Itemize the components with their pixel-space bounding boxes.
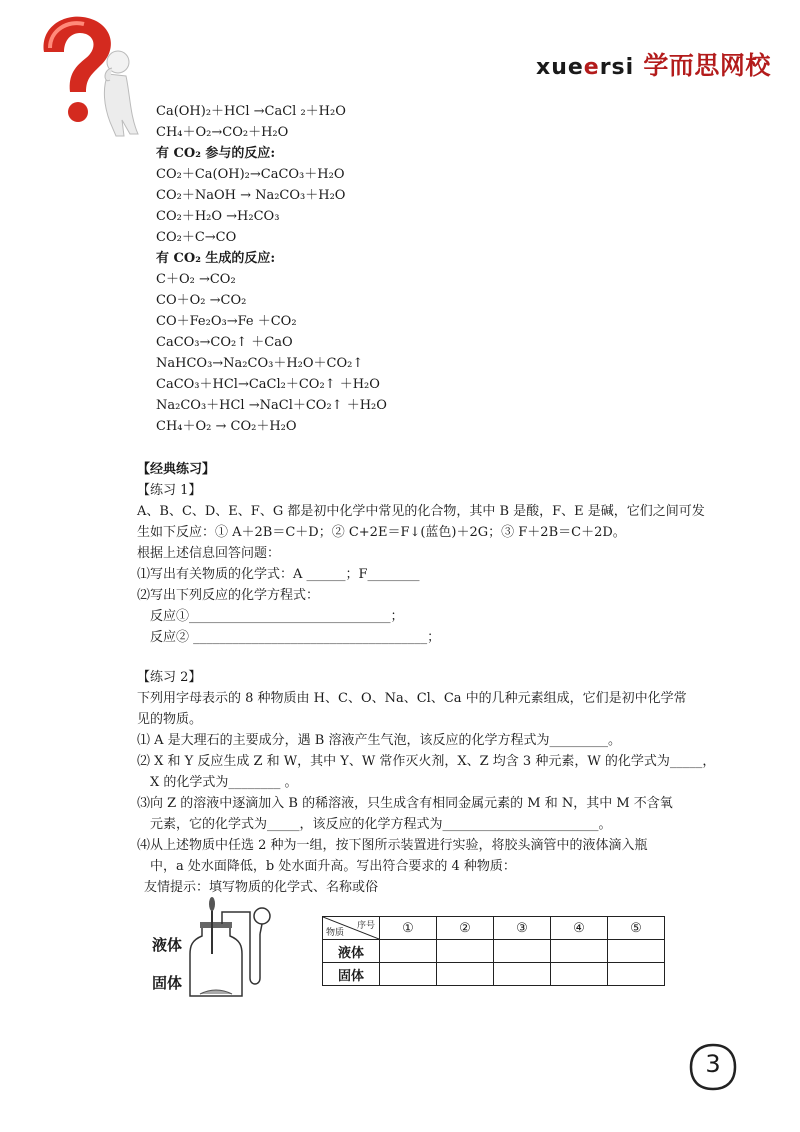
logo-latin-e: e [583, 55, 600, 80]
exercise-1-text: 生如下反应：① A＋2B＝C＋D；② C+2E＝F↓(蓝色)＋2G；③ F＋2B＝C＋2D。 [137, 525, 626, 540]
equation-line: CO₂＋NaOH → Na₂CO₃＋H₂O [156, 188, 346, 203]
exercise-2-question: 中，a 处水面降低，b 处水面升高。写出符合要求的 4 种物质： [150, 859, 516, 874]
equation-line: CO₂＋H₂O →H₂CO₃ [156, 209, 280, 224]
exercise-2-question: 元素，它的化学式为_____，该反应的化学方程式为________________________。 [150, 817, 612, 832]
table-row-label: 固体 [323, 963, 380, 986]
equation-line: Na₂CO₃＋HCl →NaCl＋CO₂↑ ＋H₂O [156, 398, 387, 413]
table-cell [380, 963, 437, 986]
label-solid: 固体 [152, 974, 183, 992]
table-cell [551, 940, 608, 963]
table-cell [437, 963, 494, 986]
exercise-2-question: X 的化学式为________ 。 [150, 775, 298, 790]
exercise-1-reaction: 反应①_______________________________； [150, 609, 404, 624]
heading-co2-product: 有 CO₂ 生成的反应: [156, 251, 276, 266]
equation-line: CO₂＋C→CO [156, 230, 237, 245]
exercise-2-question: ⑴ A 是大理石的主要成分，遇 B 溶液产生气泡，该反应的化学方程式为_________。 [137, 733, 621, 748]
label-liquid: 液体 [152, 936, 183, 954]
exercise-2-question: ⑵ X 和 Y 反应生成 Z 和 W，其中 Y、W 常作灭火剂，X、Z 均含 3 种元素，W 的化学式为_____， [137, 754, 716, 769]
exercise-1-title: 【练习 1】 [137, 483, 202, 498]
logo-latin-pre: xue [536, 55, 584, 80]
table-col-header: ④ [551, 917, 608, 940]
exercise-2-question: ⑶向 Z 的溶液中逐滴加入 B 的稀溶液，只生成含有相同金属元素的 M 和 N，其中 M 不含氧 [137, 796, 673, 811]
exercise-2-question: ⑷从上述物质中任选 2 种为一组，按下图所示装置进行实验，将胶头滴管中的液体滴入瓶 [137, 838, 648, 853]
table-cell [494, 940, 551, 963]
answer-table [322, 916, 665, 986]
exercise-2-text: 见的物质。 [137, 712, 203, 727]
exercise-1-reaction: 反应② ____________________________________； [150, 630, 441, 645]
exercise-1-question: ⑵写出下列反应的化学方程式： [137, 588, 320, 603]
table-cell [608, 940, 665, 963]
table-cell [437, 940, 494, 963]
table-col-header: ② [437, 917, 494, 940]
table-col-header: ⑤ [608, 917, 665, 940]
page-number-badge [688, 1042, 738, 1092]
exercise-1-text: 根据上述信息回答问题： [137, 546, 281, 561]
equation-line: CO＋O₂ →CO₂ [156, 293, 247, 308]
equation-line: NaHCO₃→Na₂CO₃＋H₂O＋CO₂↑ [156, 356, 364, 371]
equation-line: CO＋Fe₂O₃→Fe ＋CO₂ [156, 314, 297, 329]
logo-latin-post: rsi [599, 55, 635, 80]
exercise-2-hint: 友情提示：填写物质的化学式、名称或俗 [144, 880, 379, 895]
exercise-1-question: ⑴写出有关物质的化学式：A ______；F________ [137, 567, 420, 582]
table-col-header: ① [380, 917, 437, 940]
table-cell [380, 940, 437, 963]
exercise-1-text: A、B、C、D、E、F、G 都是初中化学中常见的化合物，其中 B 是酸，F、E 是碱，它们之间可发 [137, 504, 705, 519]
page-number: 3 [705, 1050, 721, 1078]
table-row-label: 液体 [323, 940, 380, 963]
table-cell [608, 963, 665, 986]
exercise-2-title: 【练习 2】 [137, 670, 202, 685]
logo-chinese: 学而思网校 [643, 51, 771, 80]
table-header-cell [323, 917, 380, 940]
equation-line: CH₄＋O₂→CO₂＋H₂O [156, 125, 289, 140]
brand-logo [536, 46, 771, 82]
section-title: 【经典练习】 [137, 462, 216, 477]
exercise-2-text: 下列用字母表示的 8 种物质由 H、C、O、Na、Cl、Ca 中的几种元素组成，它们是初中化学常 [137, 691, 687, 706]
table-col-header: ③ [494, 917, 551, 940]
equation-line: CH₄＋O₂ → CO₂＋H₂O [156, 419, 297, 434]
table-cell [494, 963, 551, 986]
table-cell [551, 963, 608, 986]
question-mark-figure-illustration [26, 8, 146, 142]
equation-line: CaCO₃＋HCl→CaCl₂＋CO₂↑ ＋H₂O [156, 377, 380, 392]
equation-line: Ca(OH)₂＋HCl →CaCl ₂＋H₂O [156, 104, 346, 119]
equation-line: C＋O₂ →CO₂ [156, 272, 236, 287]
equation-line: CO₂＋Ca(OH)₂→CaCO₃＋H₂O [156, 167, 345, 182]
header-top-label: 序号 [356, 921, 375, 931]
heading-co2-reactant: 有 CO₂ 参与的反应: [156, 146, 276, 161]
equation-line: CaCO₃→CO₂↑ ＋CaO [156, 335, 293, 350]
header-bottom-label: 物质 [326, 928, 345, 938]
